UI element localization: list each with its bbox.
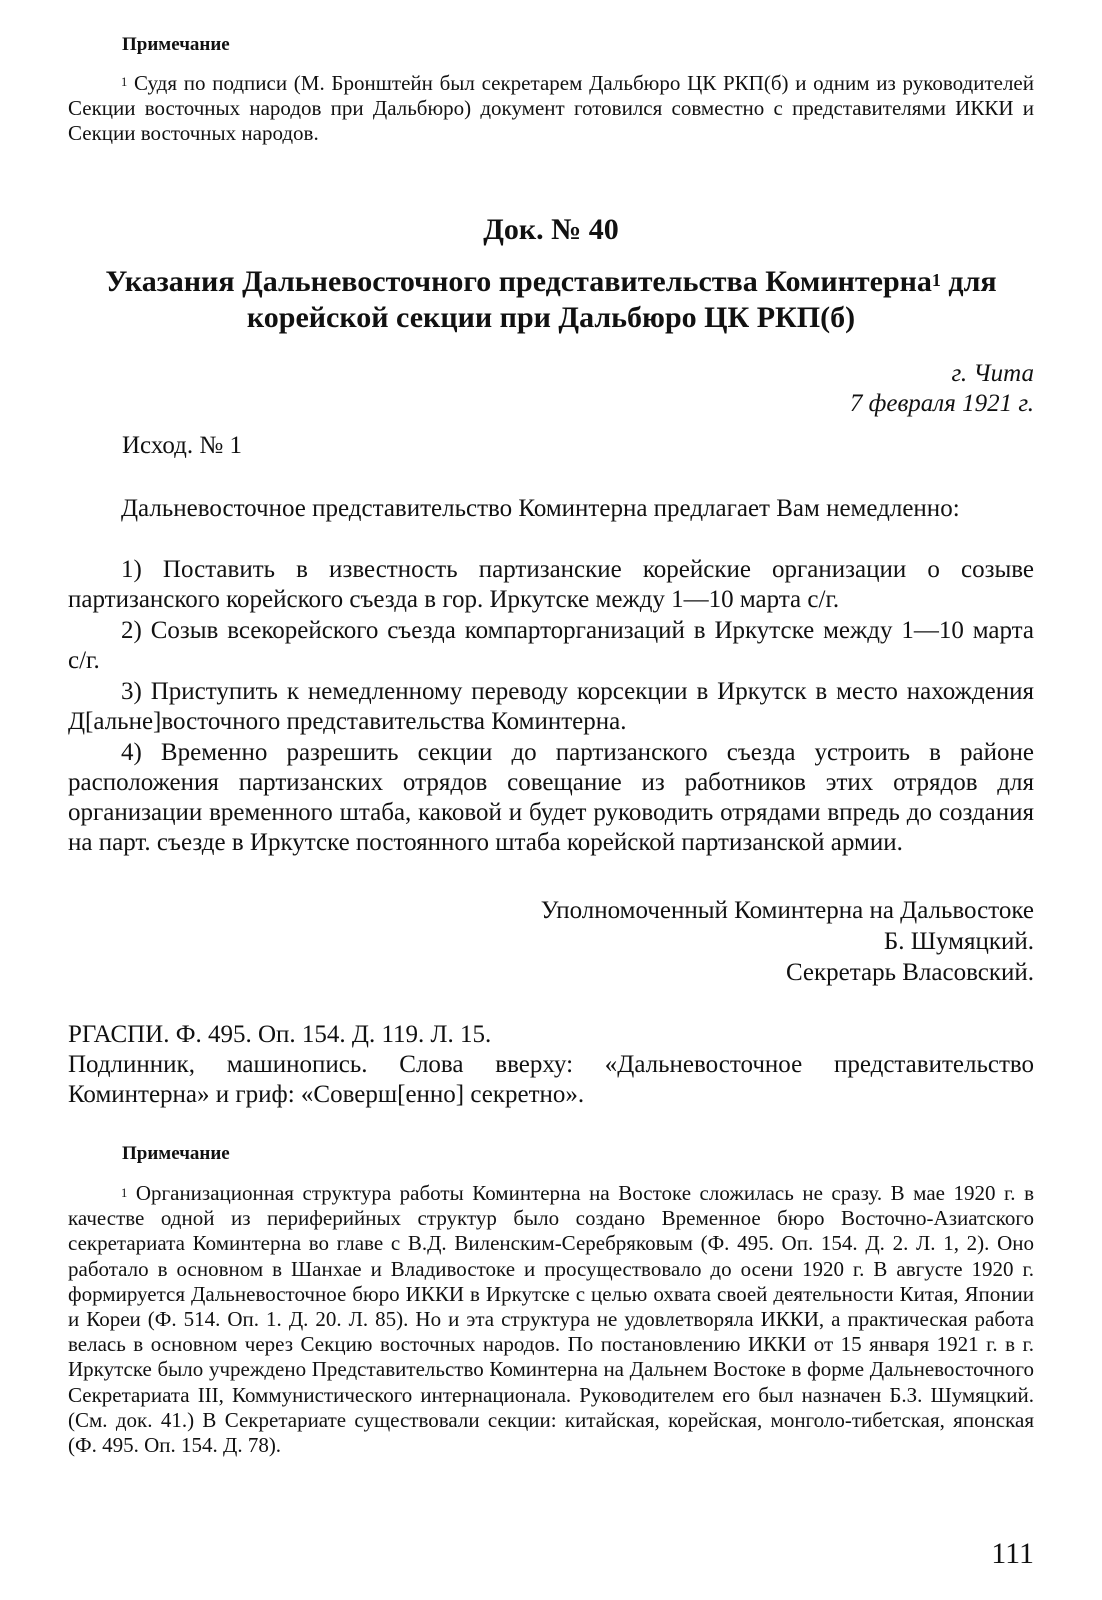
top-note-heading: Примечание [122,34,230,55]
bottom-note-marker: 1 [121,1186,128,1200]
title-footnote-marker: 1 [931,270,941,291]
bottom-note-body: Организационная структура работы Коминтерна на Востоке сложилась не сразу. В мае 1920 г. в качестве одной из периферийных структур было создано Временное бюро Восточно-Азиатского секретариата Коминтерна во главе с В.Д. Виленским-Серебряковым (Ф. 495. Оп. 154. Д. 2. Л. 1, 2). Оно работало в основном в Шанхае и Владивостоке и просуществовало до осени 1920 г. В августе 1920 г. формируется Дальневосточное бюро ИККИ в Иркутске с целью охвата своей деятельности Китая, Японии и Кореи (Ф. 514. Оп. 1. Д. 20. Л. 85). Но и эта структура не удовлетворяла ИККИ, а практическая работа велась в основном через Секцию восточных народов. По постановлению ИККИ от 15 января 1921 г. в г. Иркутске было учреждено Представительство Коминтерна на Дальнем Востоке в форме Дальневосточного Секретариата III, Коммунистического интернационала. Руководителем его был назначен Б.З. Шумяцкий. (См. док. 41.) В Секретариате существовали секции: китайская, корейская, монголо-тибетская, японская (Ф. 495. Оп. 154. Д. 78). [68,1181,1034,1458]
page-number: 111 [991,1537,1034,1570]
top-note-body: Судя по подписи (М. Бронштейн был секретарем Дальбюро ЦК РКП(б) и одним из руководителей Секции восточных народов при Дальбюро) документ готовился совместно с представителями ИККИ и Секции восточных народов. [68,71,1034,145]
document-number: Док. № 40 [483,213,619,246]
signature-line: Секретарь Власовский. [785,959,1034,986]
document-date: 7 февраля 1921 г. [849,390,1034,417]
bottom-note-heading: Примечание [122,1143,230,1164]
outgoing-number: Исход. № 1 [122,432,242,459]
document-place: г. Чита [951,360,1034,387]
body-paragraph: 1) Поставить в известность партизанские корейские организации о созыве партизанского корейского съезда в гор. Иркутске между 1—10 марта с/г. [68,556,1034,613]
body-paragraph: Дальневосточное представительство Коминтерна предлагает Вам немедленно: [121,495,960,522]
title-part-2: для корейской секции при Дальбюро ЦК РКП(б) [246,265,997,334]
document-title [68,264,1034,336]
archive-description: Подлинник, машинопись. Слова вверху: «Дальневосточное представительство Коминтерна» и гриф: «Соверш[енно] секретно». [68,1051,1034,1108]
archive-reference: РГАСПИ. Ф. 495. Оп. 154. Д. 119. Л. 15. [68,1021,492,1048]
body-paragraph: 3) Приступить к немедленному переводу корсекции в Иркутск в место нахождения Д[альне]восточного представительства Коминтерна. [68,678,1034,735]
top-note-text [68,71,1034,146]
top-note-marker: 1 [121,74,128,89]
signature-line: Уполномоченный Коминтерна на Дальвостоке [540,897,1034,924]
signature-line: Б. Шумяцкий. [883,928,1034,955]
body-paragraph: 2) Созыв всекорейского съезда компарторганизаций в Иркутске между 1—10 марта с/г. [68,617,1034,674]
title-part-1: Указания Дальневосточного представительства Коминтерна [105,265,932,298]
bottom-note-text [68,1181,1034,1458]
body-paragraph: 4) Временно разрешить секции до партизанского съезда устроить в районе расположения партизанских отрядов совещание из работников этих отрядов для организации временного штаба, каковой и будет руководить отрядами впредь до создания на парт. съезде в Иркутске постоянного штаба корейской партизанской армии. [68,739,1034,856]
